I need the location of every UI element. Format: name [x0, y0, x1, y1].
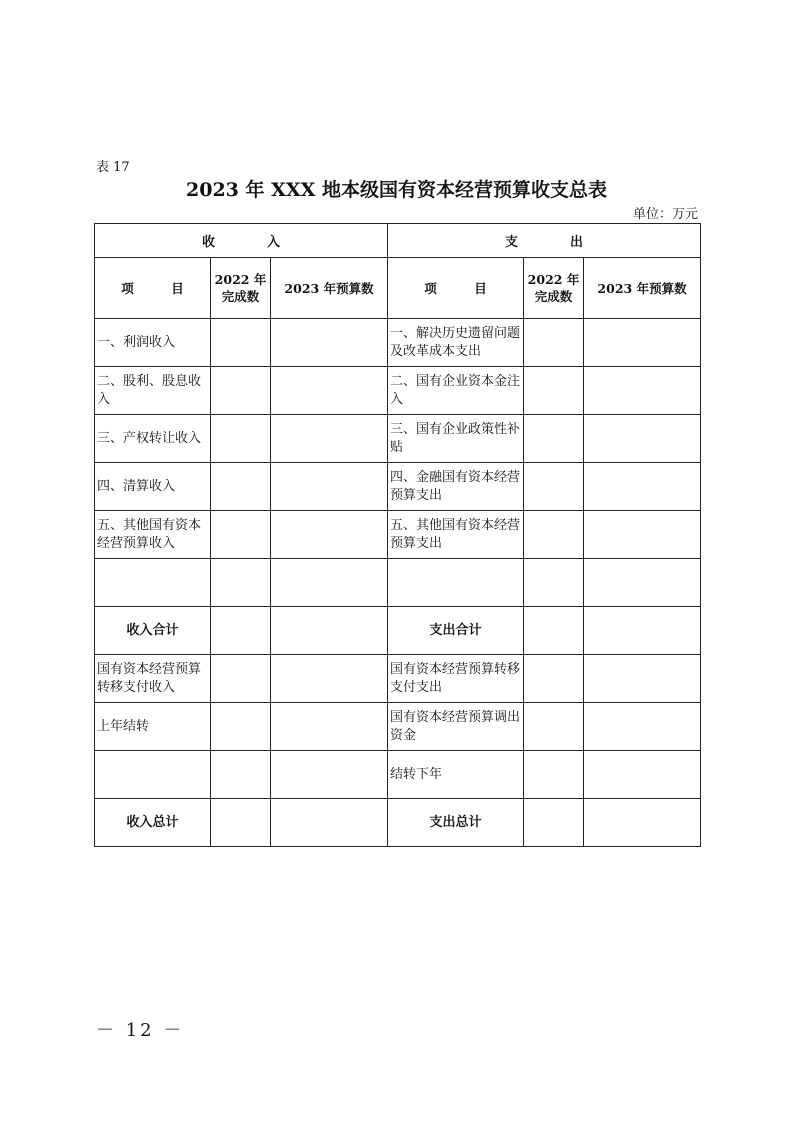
income-2023-cell	[271, 367, 388, 415]
income-2023-cell	[271, 463, 388, 511]
unit-label: 单位：万元	[632, 207, 698, 222]
expense-2023-cell	[584, 559, 701, 607]
expense-item-column-header: 项 目	[388, 258, 524, 319]
expense-2022-cell	[524, 703, 584, 751]
expense-item-cell: 五、其他国有资本经营预算支出	[388, 511, 524, 559]
income-subtotal-label: 收入合计	[95, 607, 211, 655]
table-row	[95, 367, 701, 415]
table-row	[95, 511, 701, 559]
income-2023-column-header: 2023 年预算数	[271, 258, 388, 319]
expense-2022-cell	[524, 511, 584, 559]
income-2023-cell	[271, 655, 388, 703]
income-item-cell: 二、股利、股息收入	[95, 367, 211, 415]
expense-section-header: 支 出	[388, 224, 701, 258]
table-row	[95, 415, 701, 463]
income-item-cell: 国有资本经营预算转移支付收入	[95, 655, 211, 703]
income-2022-cell	[211, 511, 271, 559]
page-number: － 12 －	[96, 1020, 185, 1041]
income-2022-cell	[211, 463, 271, 511]
expense-2023-cell	[584, 751, 701, 799]
income-2023-cell	[271, 319, 388, 367]
income-2022-cell	[211, 367, 271, 415]
expense-2022-cell	[524, 559, 584, 607]
expense-2022-cell	[524, 799, 584, 847]
expense-2022-cell	[524, 607, 584, 655]
income-item-cell	[95, 751, 211, 799]
table-label: 表 17	[96, 160, 130, 175]
expense-2022-column-header: 2022 年完成数	[524, 258, 584, 319]
income-item-cell: 四、清算收入	[95, 463, 211, 511]
expense-2023-cell	[584, 511, 701, 559]
expense-item-cell	[388, 559, 524, 607]
budget-summary-table	[94, 223, 701, 847]
section-header-row	[95, 224, 701, 258]
expense-item-cell: 三、国有企业政策性补贴	[388, 415, 524, 463]
table-row	[95, 463, 701, 511]
income-2022-cell	[211, 319, 271, 367]
expense-2023-cell	[584, 703, 701, 751]
expense-subtotal-label: 支出合计	[388, 607, 524, 655]
table-row	[95, 559, 701, 607]
income-2023-cell	[271, 751, 388, 799]
subtotal-row	[95, 607, 701, 655]
income-2023-cell	[271, 511, 388, 559]
total-row	[95, 799, 701, 847]
page-title: 2023 年 XXX 地本级国有资本经营预算收支总表	[186, 179, 607, 201]
expense-item-cell: 国有资本经营预算转移支付支出	[388, 655, 524, 703]
expense-item-cell: 二、国有企业资本金注入	[388, 367, 524, 415]
table-row	[95, 703, 701, 751]
expense-total-label: 支出总计	[388, 799, 524, 847]
income-item-cell	[95, 559, 211, 607]
income-2022-column-header: 2022 年完成数	[211, 258, 271, 319]
income-2022-cell	[211, 607, 271, 655]
expense-2023-cell	[584, 319, 701, 367]
income-2022-cell	[211, 751, 271, 799]
expense-2023-cell	[584, 655, 701, 703]
income-2023-cell	[271, 559, 388, 607]
income-2022-cell	[211, 799, 271, 847]
income-2023-cell	[271, 703, 388, 751]
income-2023-cell	[271, 607, 388, 655]
expense-item-cell: 结转下年	[388, 751, 524, 799]
expense-2022-cell	[524, 319, 584, 367]
income-item-cell: 上年结转	[95, 703, 211, 751]
expense-2023-cell	[584, 607, 701, 655]
column-header-row	[95, 258, 701, 319]
expense-2022-cell	[524, 751, 584, 799]
expense-item-cell: 国有资本经营预算调出资金	[388, 703, 524, 751]
expense-2022-cell	[524, 463, 584, 511]
income-2022-cell	[211, 655, 271, 703]
income-2023-cell	[271, 799, 388, 847]
income-item-cell: 五、其他国有资本经营预算收入	[95, 511, 211, 559]
income-section-header: 收 入	[95, 224, 388, 258]
expense-item-cell: 四、金融国有资本经营预算支出	[388, 463, 524, 511]
income-2023-cell	[271, 415, 388, 463]
income-total-label: 收入总计	[95, 799, 211, 847]
table-row	[95, 319, 701, 367]
table-row	[95, 655, 701, 703]
expense-2022-cell	[524, 367, 584, 415]
income-item-column-header: 项 目	[95, 258, 211, 319]
expense-2023-cell	[584, 799, 701, 847]
income-item-cell: 一、利润收入	[95, 319, 211, 367]
expense-item-cell: 一、解决历史遗留问题及改革成本支出	[388, 319, 524, 367]
income-item-cell: 三、产权转让收入	[95, 415, 211, 463]
income-2022-cell	[211, 415, 271, 463]
expense-2022-cell	[524, 415, 584, 463]
expense-2023-column-header: 2023 年预算数	[584, 258, 701, 319]
expense-2023-cell	[584, 463, 701, 511]
expense-2023-cell	[584, 415, 701, 463]
income-2022-cell	[211, 703, 271, 751]
income-2022-cell	[211, 559, 271, 607]
expense-2023-cell	[584, 367, 701, 415]
expense-2022-cell	[524, 655, 584, 703]
table-row	[95, 751, 701, 799]
